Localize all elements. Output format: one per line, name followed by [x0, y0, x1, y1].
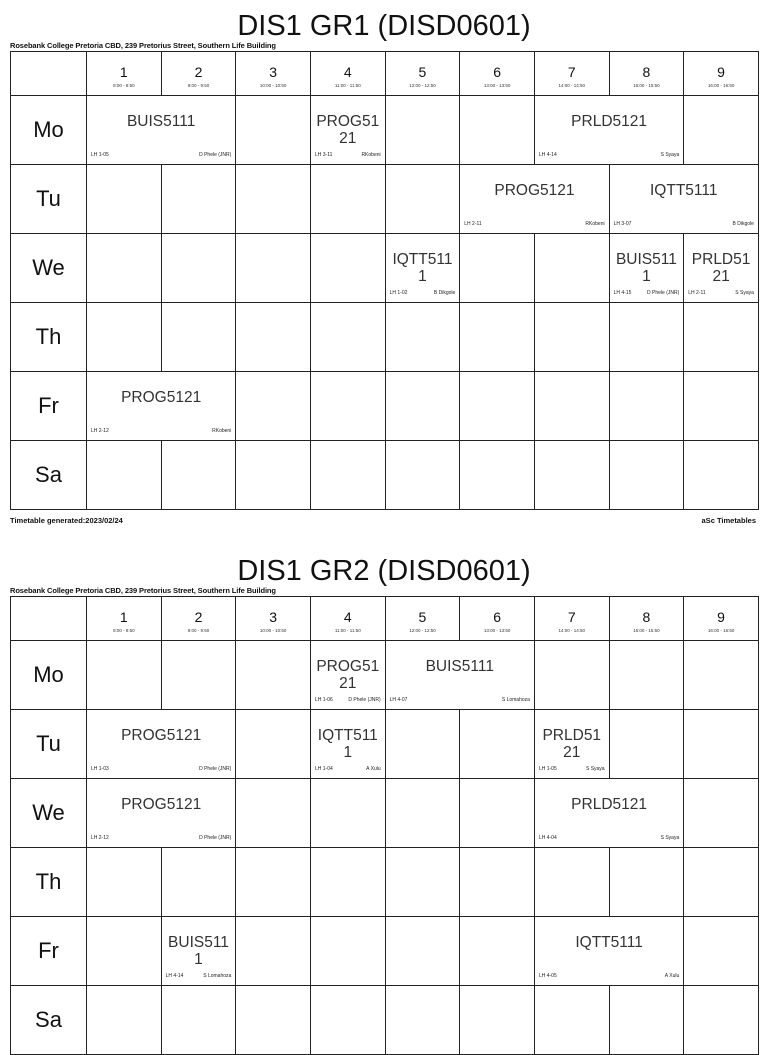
day-name: Tu [36, 731, 61, 756]
empty-slot [236, 986, 311, 1055]
lesson-subject: IQTT5111 [650, 182, 718, 199]
period-number: 6 [493, 609, 501, 625]
period-number: 9 [717, 64, 725, 80]
empty-slot [609, 848, 684, 917]
period-number: 4 [343, 609, 352, 625]
period-header-cell [87, 597, 162, 641]
lesson-teacher: D Phele (JNR) [199, 835, 232, 841]
period-header-cell [460, 52, 535, 96]
empty-slot [87, 917, 162, 986]
grid-body [11, 597, 759, 1055]
day-row [11, 779, 759, 848]
lesson-card [534, 96, 683, 165]
empty-slot [87, 234, 162, 303]
period-time: 13:00 - 13:50 [483, 628, 511, 633]
period-header-cell [534, 597, 609, 641]
lesson-subject: BUIS511 1 [168, 934, 229, 968]
lesson-room: LH 4-14 [538, 152, 557, 158]
lesson-room: LH 1-06 [314, 697, 333, 703]
period-time: 11:00 - 11:50 [334, 83, 361, 88]
lesson-subject: PROG51 21 [316, 113, 380, 147]
timetable-grid [10, 51, 759, 510]
empty-slot [684, 641, 759, 710]
empty-slot [161, 986, 236, 1055]
lesson-subject: PRLD5121 [571, 113, 647, 130]
period-header-cell [385, 597, 460, 641]
empty-slot [609, 641, 684, 710]
lesson-card [460, 165, 609, 234]
lesson-room: LH 4-07 [389, 697, 408, 703]
empty-slot [385, 848, 460, 917]
lesson-card [609, 165, 758, 234]
period-time: 9:00 - 9:50 [187, 628, 210, 633]
grid-body [11, 52, 759, 510]
lesson-teacher: RKobeni [585, 221, 605, 227]
period-header-cell [310, 52, 385, 96]
empty-slot [87, 303, 162, 372]
empty-slot [236, 96, 311, 165]
lesson-teacher: D Phele (JNR) [647, 290, 680, 296]
day-name: Mo [33, 662, 64, 687]
period-time: 12:00 - 12:50 [409, 83, 436, 88]
empty-slot [236, 917, 311, 986]
lesson-subject: PRLD51 21 [691, 251, 751, 285]
lesson-teacher: S Syaya [585, 766, 605, 772]
day-name: Mo [33, 117, 64, 142]
lesson-teacher: D Phele (JNR) [199, 766, 232, 772]
period-time: 10:00 - 10:50 [259, 628, 287, 633]
period-number: 1 [119, 609, 128, 625]
period-number: 1 [119, 64, 128, 80]
day-row [11, 372, 759, 441]
empty-slot [684, 848, 759, 917]
day-row [11, 848, 759, 917]
day-name: Fr [38, 938, 59, 963]
lesson-teacher: RKobeni [212, 428, 232, 434]
day-label-cell [11, 779, 87, 848]
page-title: DIS1 GR1 (DISD0601) [237, 10, 531, 42]
lesson-teacher: RKobeni [361, 152, 381, 158]
empty-slot [310, 441, 385, 510]
day-label-cell [11, 372, 87, 441]
lesson-teacher: B Dikgole [732, 221, 754, 227]
empty-slot [534, 641, 609, 710]
empty-slot [460, 96, 535, 165]
empty-slot [87, 848, 162, 917]
day-row [11, 710, 759, 779]
empty-slot [385, 779, 460, 848]
empty-slot [460, 710, 535, 779]
period-number: 2 [194, 609, 203, 625]
period-header-cell [460, 597, 535, 641]
lesson-card [87, 96, 236, 165]
lesson-subject: PROG5121 [494, 182, 575, 199]
empty-slot [236, 848, 311, 917]
empty-slot [609, 372, 684, 441]
lesson-subject: PRLD51 21 [542, 727, 602, 761]
lesson-teacher: D Phele (JNR) [199, 152, 232, 158]
empty-slot [460, 372, 535, 441]
period-header-cell [161, 52, 236, 96]
period-number: 8 [642, 609, 651, 625]
empty-slot [236, 372, 311, 441]
day-name: We [32, 255, 65, 280]
empty-slot [310, 303, 385, 372]
period-header-cell [161, 597, 236, 641]
lesson-room: LH 1-04 [314, 766, 333, 772]
lesson-subject: IQTT511 1 [317, 727, 378, 761]
period-time: 15:00 - 15:50 [633, 628, 660, 633]
corner-cell [11, 597, 87, 641]
period-number: 2 [194, 64, 203, 80]
lesson-room: LH 2-11 [688, 290, 706, 296]
day-label-cell [11, 641, 87, 710]
lesson-card [534, 917, 683, 986]
lesson-card [87, 779, 236, 848]
college-address: Rosebank College Pretoria CBD, 239 Pretorius Street, Southern Life Building [10, 586, 276, 595]
period-header-cell [609, 597, 684, 641]
lesson-room: LH 1-05 [91, 152, 109, 158]
period-number: 5 [418, 609, 427, 625]
period-header-cell [684, 597, 759, 641]
day-row [11, 165, 759, 234]
empty-slot [460, 779, 535, 848]
generated-date: Timetable generated:2023/02/24 [10, 516, 123, 525]
empty-slot [534, 986, 609, 1055]
day-label-cell [11, 303, 87, 372]
empty-slot [609, 303, 684, 372]
lesson-room: LH 3-11 [314, 152, 333, 158]
timetable-gr1 [0, 10, 768, 530]
empty-slot [310, 234, 385, 303]
period-header-cell [534, 52, 609, 96]
lesson-room: LH 1-03 [91, 766, 109, 772]
lesson-room: LH 1-05 [538, 766, 557, 772]
period-header-row [11, 597, 759, 641]
lesson-subject: PRLD5121 [571, 796, 647, 813]
empty-slot [460, 986, 535, 1055]
lesson-room: LH 2-11 [464, 221, 482, 227]
period-header-cell [87, 52, 162, 96]
empty-slot [385, 441, 460, 510]
lesson-subject: PROG5121 [121, 796, 202, 813]
day-label-cell [11, 234, 87, 303]
day-name: Tu [36, 186, 61, 211]
lesson-room: LH 4-05 [538, 973, 557, 979]
timetable-grid [10, 596, 759, 1055]
lesson-teacher: A Xulu [664, 973, 680, 979]
corner-cell [11, 52, 87, 96]
period-number: 9 [717, 609, 725, 625]
period-time: 10:00 - 10:50 [259, 83, 287, 88]
lesson-card [385, 234, 460, 303]
empty-slot [87, 441, 162, 510]
empty-slot [460, 234, 535, 303]
empty-slot [87, 165, 162, 234]
day-label-cell [11, 710, 87, 779]
empty-slot [534, 372, 609, 441]
empty-slot [385, 917, 460, 986]
empty-slot [236, 441, 311, 510]
period-number: 8 [642, 64, 651, 80]
empty-slot [236, 641, 311, 710]
lesson-subject: IQTT511 1 [392, 251, 453, 285]
empty-slot [161, 234, 236, 303]
software-credit: aSc Timetables [701, 516, 756, 525]
empty-slot [609, 441, 684, 510]
lesson-room: LH 1-02 [389, 290, 408, 296]
day-label-cell [11, 441, 87, 510]
empty-slot [534, 303, 609, 372]
period-time: 9:00 - 9:50 [187, 83, 210, 88]
period-header-cell [236, 52, 311, 96]
empty-slot [460, 303, 535, 372]
empty-slot [161, 303, 236, 372]
empty-slot [236, 165, 311, 234]
empty-slot [460, 848, 535, 917]
empty-slot [236, 710, 311, 779]
day-row [11, 234, 759, 303]
empty-slot [385, 303, 460, 372]
empty-slot [236, 303, 311, 372]
empty-slot [609, 710, 684, 779]
lesson-card [310, 710, 385, 779]
day-name: Th [35, 869, 62, 894]
empty-slot [534, 441, 609, 510]
empty-slot [385, 165, 460, 234]
lesson-card [310, 96, 385, 165]
period-header-cell [310, 597, 385, 641]
day-name: Fr [38, 393, 59, 418]
lesson-teacher: S Lomahoza [501, 697, 530, 703]
period-time: 16:00 - 16:50 [707, 628, 735, 633]
empty-slot [236, 234, 311, 303]
period-number: 7 [567, 609, 576, 625]
empty-slot [87, 641, 162, 710]
period-time: 11:00 - 11:50 [334, 628, 361, 633]
lesson-subject: PROG51 21 [316, 658, 380, 692]
empty-slot [684, 441, 759, 510]
period-number: 5 [418, 64, 427, 80]
period-header-cell [385, 52, 460, 96]
period-time: 15:00 - 15:50 [633, 83, 660, 88]
empty-slot [684, 303, 759, 372]
day-row [11, 986, 759, 1055]
timetable-gr2 [0, 555, 768, 1035]
lesson-subject: BUIS5111 [425, 658, 494, 675]
lesson-card [385, 641, 534, 710]
lesson-subject: BUIS5111 [126, 113, 196, 130]
period-header-cell [609, 52, 684, 96]
period-time: 14:00 - 14:50 [558, 628, 586, 633]
lesson-teacher: S Lomahoza [203, 973, 232, 979]
lesson-room: LH 4-04 [538, 835, 557, 841]
lesson-subject: BUIS511 1 [615, 251, 677, 285]
period-number: 3 [269, 64, 278, 80]
day-label-cell [11, 917, 87, 986]
college-address: Rosebank College Pretoria CBD, 239 Pretorius Street, Southern Life Building [10, 41, 276, 50]
empty-slot [161, 441, 236, 510]
period-time: 8:00 - 8:50 [113, 83, 135, 88]
period-number: 7 [567, 64, 576, 80]
period-header-cell [684, 52, 759, 96]
period-number: 6 [493, 64, 501, 80]
lesson-room: LH 2-12 [91, 428, 109, 434]
lesson-subject: PROG5121 [121, 389, 202, 406]
day-label-cell [11, 165, 87, 234]
empty-slot [310, 165, 385, 234]
empty-slot [385, 710, 460, 779]
day-label-cell [11, 848, 87, 917]
empty-slot [310, 848, 385, 917]
empty-slot [684, 710, 759, 779]
empty-slot [161, 165, 236, 234]
period-time: 8:00 - 8:50 [113, 628, 135, 633]
empty-slot [87, 986, 162, 1055]
empty-slot [310, 917, 385, 986]
day-row [11, 641, 759, 710]
empty-slot [684, 917, 759, 986]
period-number: 3 [269, 609, 278, 625]
lesson-card [310, 641, 385, 710]
empty-slot [684, 372, 759, 441]
lesson-teacher: S Syaya [660, 835, 680, 841]
empty-slot [385, 96, 460, 165]
empty-slot [310, 986, 385, 1055]
day-label-cell [11, 986, 87, 1055]
day-name: We [32, 800, 65, 825]
lesson-room: LH 3-07 [613, 221, 632, 227]
lesson-card [684, 234, 759, 303]
lesson-room: LH 4-15 [613, 290, 632, 296]
empty-slot [534, 234, 609, 303]
lesson-subject: PROG5121 [121, 727, 202, 744]
empty-slot [460, 441, 535, 510]
lesson-card [609, 234, 684, 303]
lesson-teacher: S Syaya [735, 290, 754, 296]
lesson-card [87, 710, 236, 779]
lesson-card [161, 917, 236, 986]
lesson-card [534, 779, 683, 848]
day-row [11, 96, 759, 165]
lesson-teacher: B Dikgole [433, 290, 456, 296]
empty-slot [385, 372, 460, 441]
lesson-subject: IQTT5111 [575, 934, 643, 951]
period-time: 13:00 - 13:50 [483, 83, 511, 88]
empty-slot [460, 917, 535, 986]
day-row [11, 917, 759, 986]
empty-slot [310, 372, 385, 441]
empty-slot [161, 641, 236, 710]
lesson-room: LH 4-14 [165, 973, 184, 979]
day-label-cell [11, 96, 87, 165]
empty-slot [310, 779, 385, 848]
day-name: Th [35, 324, 62, 349]
lesson-card [87, 372, 236, 441]
period-time: 12:00 - 12:50 [409, 628, 436, 633]
empty-slot [236, 779, 311, 848]
lesson-teacher: A Xulu [366, 766, 381, 772]
lesson-teacher: D Phele (JNR) [348, 697, 381, 703]
day-name: Sa [35, 1007, 62, 1032]
day-row [11, 303, 759, 372]
page-title: DIS1 GR2 (DISD0601) [237, 555, 531, 587]
empty-slot [684, 96, 759, 165]
empty-slot [534, 848, 609, 917]
period-header-cell [236, 597, 311, 641]
period-time: 14:00 - 14:50 [558, 83, 586, 88]
empty-slot [161, 848, 236, 917]
empty-slot [684, 986, 759, 1055]
lesson-card [534, 710, 609, 779]
period-header-row [11, 52, 759, 96]
period-time: 16:00 - 16:50 [707, 83, 735, 88]
day-name: Sa [35, 462, 62, 487]
lesson-teacher: S Syaya [660, 152, 680, 158]
empty-slot [609, 986, 684, 1055]
day-row [11, 441, 759, 510]
empty-slot [684, 779, 759, 848]
empty-slot [385, 986, 460, 1055]
period-number: 4 [343, 64, 352, 80]
lesson-room: LH 2-12 [91, 835, 109, 841]
